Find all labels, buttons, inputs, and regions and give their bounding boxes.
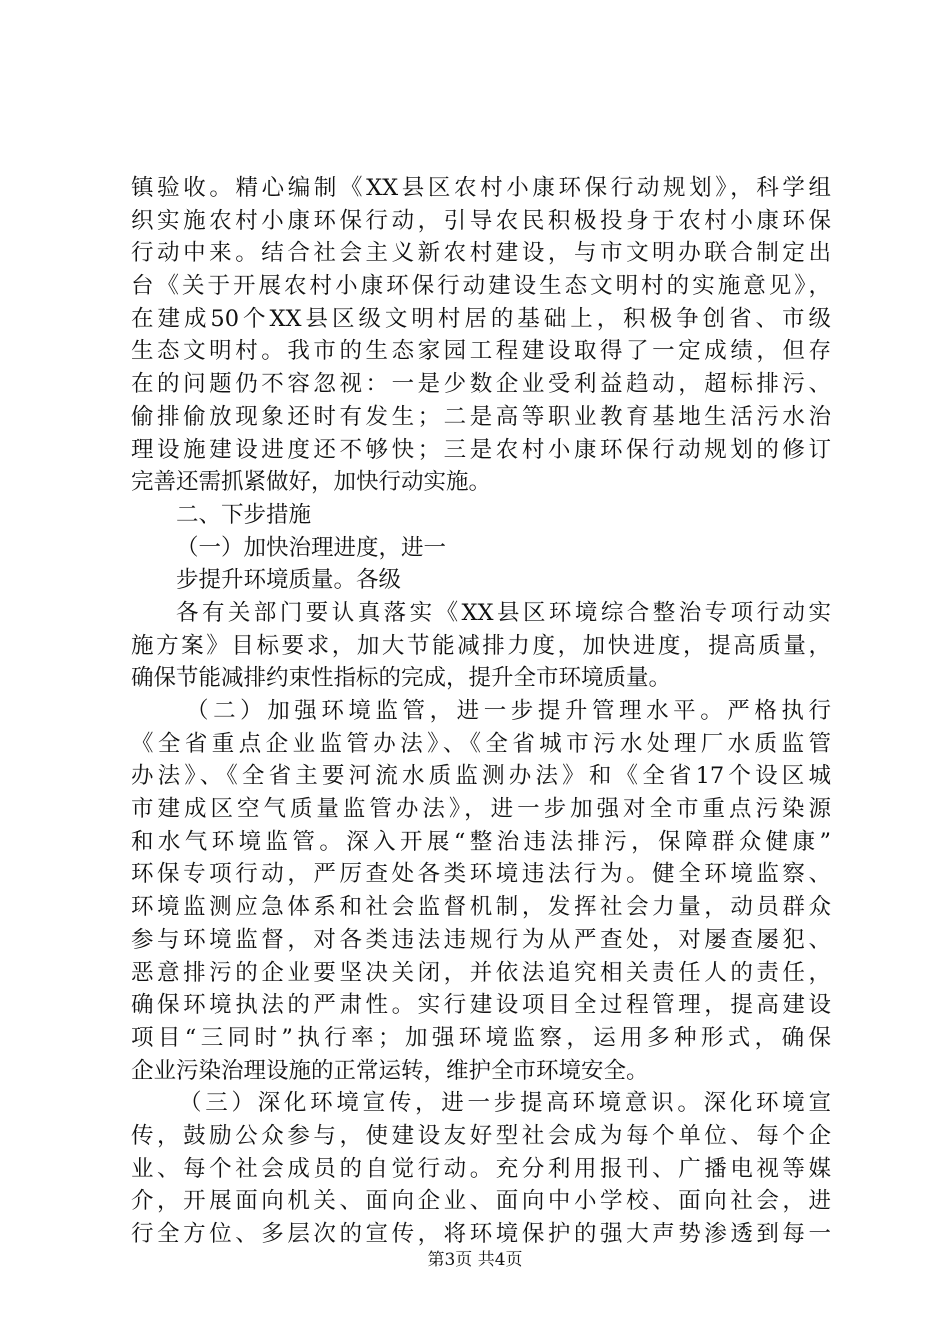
section-heading: 二、下步措施 [176, 501, 312, 528]
text-line: 施方案》目标要求，加大节能减排力度，加快进度，提高质量， [131, 632, 831, 659]
text-line: 确保节能减排约束性指标的完成，提升全市环境质量。 [131, 665, 672, 692]
text-line: 恶意排污的企业要坚决关闭，并依法追究相关责任人的责任， [131, 959, 831, 986]
text-line: 镇验收。精心编制《XX县区农村小康环保行动规划》，科学组 [131, 175, 831, 201]
text-line: 传，鼓励公众参与，使建设友好型社会成为每个单位、每个企 [131, 1122, 831, 1149]
text-line: 环保专项行动，严厉查处各类环境违法行为。健全环境监察、 [131, 861, 831, 888]
text-line: 介，开展面向机关、面向企业、面向中小学校、面向社会，进 [131, 1188, 831, 1215]
text-line: 步提升环境质量。各级 [176, 567, 402, 594]
text-line: 参与环境监督，对各类违法违规行为从严查处，对屡查屡犯、 [131, 926, 831, 953]
text-line: 在建成50个XX县区级文明村居的基础上，积极争创省、市级 [131, 305, 831, 332]
text-line: 理设施建设进度还不够快；三是农村小康环保行动规划的修订 [131, 436, 831, 463]
document-body [131, 172, 831, 1251]
page-number-footer: 第3页 共4页 [427, 1250, 523, 1270]
text-line: 市建成区空气质量监管办法》，进一步加强对全市重点污染源 [131, 796, 831, 823]
text-line: 织实施农村小康环保行动，引导农民积极投身于农村小康环保 [131, 207, 831, 234]
text-line: 行全方位、多层次的宣传，将环境保护的强大声势渗透到每一 [131, 1221, 831, 1247]
text-line: 业、每个社会成员的自觉行动。充分利用报刊、广播电视等媒 [131, 1155, 831, 1182]
text-line: 《全省重点企业监管办法》、《全省城市污水处理厂水质监管 [131, 730, 831, 757]
text-line: 和水气环境监管。深入开展“整治违法排污，保障群众健康” [131, 828, 831, 855]
text-line: 完善还需抓紧做好，加快行动实施。 [131, 469, 492, 496]
text-line: 行动中来。结合社会主义新农村建设，与市文明办联合制定出 [131, 240, 831, 267]
subsection-heading: （三）深化环境宣传，进一步提高环境意识。深化环境宣 [179, 1090, 831, 1117]
text-line: 项目“三同时”执行率；加强环境监察，运用多种形式，确保 [131, 1024, 831, 1051]
subsection-heading: （二）加强环境监管，进一步提升管理水平。严格执行 [186, 698, 831, 724]
text-line: 确保环境执法的严肃性。实行建设项目全过程管理，提高建设 [131, 992, 831, 1019]
text-line: 生态文明村。我市的生态家园工程建设取得了一定成绩，但存 [131, 338, 831, 365]
text-line: 企业污染治理设施的正常运转，维护全市环境安全。 [131, 1057, 649, 1084]
subsection-heading: （一）加快治理进度，进一 [176, 534, 447, 561]
text-line: 在的问题仍不容忽视：一是少数企业受利益趋动，超标排污、 [131, 371, 831, 398]
text-line: 偷排偷放现象还时有发生；二是高等职业教育基地生活污水治 [131, 403, 831, 430]
text-line: 各有关部门要认真落实《XX县区环境综合整治专项行动实 [176, 599, 831, 626]
text-line: 办法》、《全省主要河流水质监测办法》和《全省17个设区城 [131, 763, 831, 790]
text-line: 环境监测应急体系和社会监督机制，发挥社会力量，动员群众 [131, 894, 831, 921]
text-line: 台《关于开展农村小康环保行动建设生态文明村的实施意见》， [131, 273, 831, 300]
